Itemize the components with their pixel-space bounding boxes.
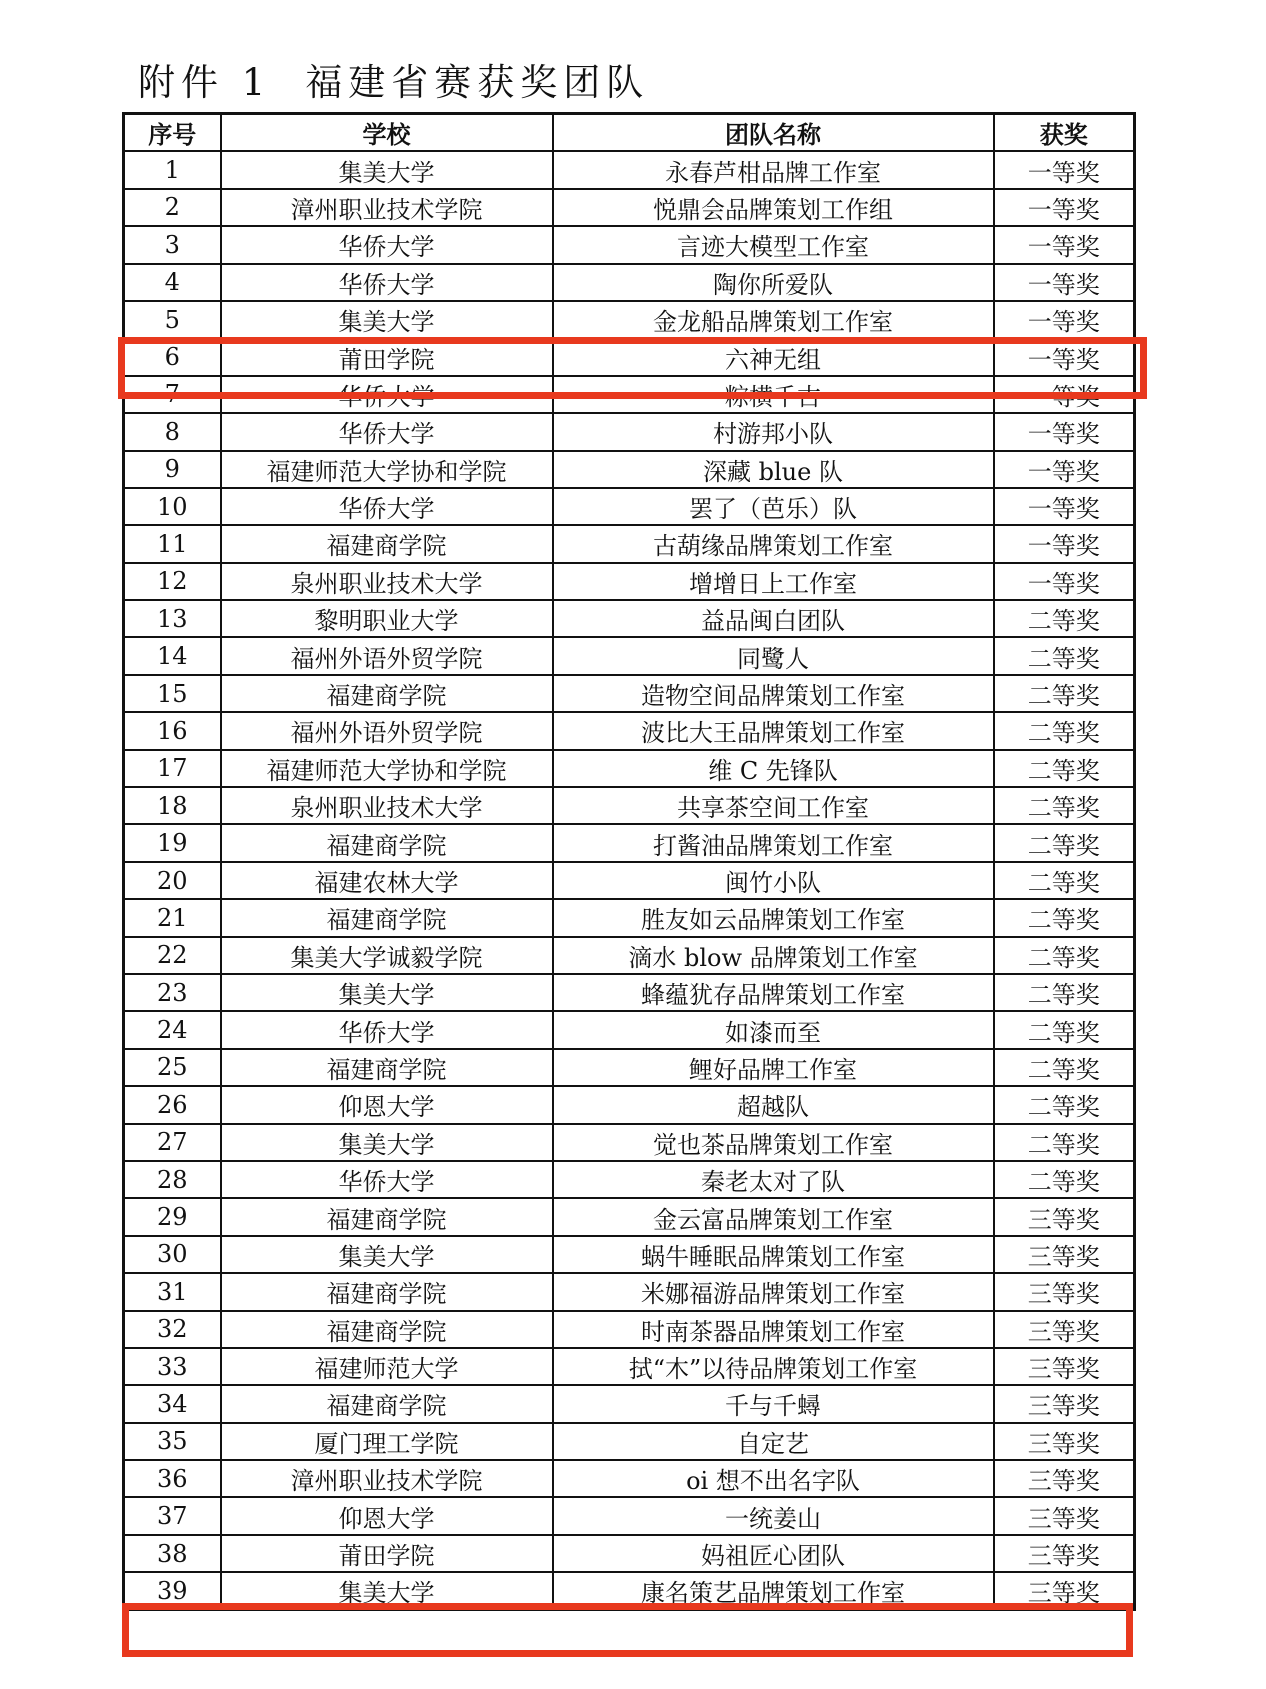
cell-team-name: 深藏 blue 队 [553, 451, 994, 488]
cell-award: 二等奖 [994, 600, 1135, 637]
cell-index: 30 [124, 1236, 221, 1273]
cell-team-name: 超越队 [553, 1086, 994, 1123]
table-row [124, 338, 1135, 375]
table-row [124, 1385, 1135, 1422]
cell-index: 9 [124, 451, 221, 488]
cell-index: 38 [124, 1535, 221, 1572]
title-text: 福建省赛获奖团队 [305, 61, 650, 104]
cell-team-name: 维 C 先锋队 [553, 750, 994, 787]
cell-index: 33 [124, 1348, 221, 1385]
table-row [124, 1049, 1135, 1086]
cell-team-name: 悦鼎会品牌策划工作组 [553, 189, 994, 226]
cell-award: 二等奖 [994, 1086, 1135, 1123]
cell-award: 一等奖 [994, 488, 1135, 525]
cell-school: 集美大学 [221, 1124, 553, 1161]
cell-index: 6 [124, 338, 221, 375]
cell-award: 二等奖 [994, 1124, 1135, 1161]
table-row [124, 862, 1135, 899]
cell-team-name: 胜友如云品牌策划工作室 [553, 899, 994, 936]
cell-award: 二等奖 [994, 1049, 1135, 1086]
cell-team-name: 滴水 blow 品牌策划工作室 [553, 937, 994, 974]
cell-award: 三等奖 [994, 1198, 1135, 1235]
cell-index: 7 [124, 376, 221, 413]
awards-table [122, 112, 1136, 1611]
table-row [124, 675, 1135, 712]
cell-team-name: 秦老太对了队 [553, 1161, 994, 1198]
table-row [124, 937, 1135, 974]
table-row [124, 376, 1135, 413]
table-row [124, 413, 1135, 450]
table-row [124, 1572, 1135, 1609]
cell-team-name: 村游邦小队 [553, 413, 994, 450]
table-row [124, 563, 1135, 600]
table-row [124, 1161, 1135, 1198]
cell-team-name: 造物空间品牌策划工作室 [553, 675, 994, 712]
cell-team-name: 时南茶器品牌策划工作室 [553, 1311, 994, 1348]
cell-school: 福建商学院 [221, 1273, 553, 1310]
cell-team-name: 六神无组 [553, 338, 994, 375]
cell-award: 二等奖 [994, 712, 1135, 749]
cell-award: 二等奖 [994, 1161, 1135, 1198]
cell-index: 21 [124, 899, 221, 936]
cell-school: 厦门理工学院 [221, 1423, 553, 1460]
cell-team-name: 一统姜山 [553, 1497, 994, 1534]
cell-award: 三等奖 [994, 1273, 1135, 1310]
cell-team-name: oi 想不出名字队 [553, 1460, 994, 1497]
table-row [124, 1460, 1135, 1497]
table-row [124, 488, 1135, 525]
cell-school: 莆田学院 [221, 1535, 553, 1572]
table-row [124, 824, 1135, 861]
cell-award: 三等奖 [994, 1572, 1135, 1609]
cell-school: 福建商学院 [221, 1049, 553, 1086]
table-row [124, 637, 1135, 674]
cell-index: 16 [124, 712, 221, 749]
cell-school: 福建师范大学协和学院 [221, 750, 553, 787]
cell-school: 集美大学 [221, 1572, 553, 1609]
table-row [124, 264, 1135, 301]
cell-index: 39 [124, 1572, 221, 1609]
cell-award: 三等奖 [994, 1348, 1135, 1385]
cell-team-name: 增增日上工作室 [553, 563, 994, 600]
cell-school: 福建商学院 [221, 1198, 553, 1235]
cell-school: 福建商学院 [221, 824, 553, 861]
cell-award: 一等奖 [994, 189, 1135, 226]
cell-school: 福建师范大学 [221, 1348, 553, 1385]
cell-school: 华侨大学 [221, 488, 553, 525]
cell-team-name: 拭“木”以待品牌策划工作室 [553, 1348, 994, 1385]
cell-team-name: 古葫缘品牌策划工作室 [553, 525, 994, 562]
table-row [124, 1011, 1135, 1048]
cell-award: 一等奖 [994, 525, 1135, 562]
cell-award: 一等奖 [994, 301, 1135, 338]
cell-team-name: 觉也茶品牌策划工作室 [553, 1124, 994, 1161]
cell-school: 福建商学院 [221, 1311, 553, 1348]
cell-team-name: 蜂蕴犹存品牌策划工作室 [553, 974, 994, 1011]
cell-award: 一等奖 [994, 338, 1135, 375]
cell-award: 二等奖 [994, 824, 1135, 861]
cell-team-name: 鲤好品牌工作室 [553, 1049, 994, 1086]
cell-award: 一等奖 [994, 226, 1135, 263]
cell-index: 34 [124, 1385, 221, 1422]
table-body [124, 151, 1135, 1609]
cell-school: 集美大学 [221, 151, 553, 188]
header-team-name: 团队名称 [553, 114, 994, 152]
cell-index: 23 [124, 974, 221, 1011]
cell-team-name: 同鹭人 [553, 637, 994, 674]
cell-index: 18 [124, 787, 221, 824]
cell-team-name: 如漆而至 [553, 1011, 994, 1048]
cell-school: 福州外语外贸学院 [221, 712, 553, 749]
cell-award: 二等奖 [994, 974, 1135, 1011]
cell-school: 漳州职业技术学院 [221, 189, 553, 226]
cell-team-name: 金云富品牌策划工作室 [553, 1198, 994, 1235]
table-row [124, 974, 1135, 1011]
cell-school: 莆田学院 [221, 338, 553, 375]
table-row [124, 1535, 1135, 1572]
table-row [124, 712, 1135, 749]
cell-school: 集美大学 [221, 301, 553, 338]
cell-index: 1 [124, 151, 221, 188]
cell-school: 仰恩大学 [221, 1086, 553, 1123]
header-award: 获奖 [994, 114, 1135, 152]
cell-index: 10 [124, 488, 221, 525]
cell-index: 4 [124, 264, 221, 301]
cell-index: 28 [124, 1161, 221, 1198]
cell-award: 三等奖 [994, 1311, 1135, 1348]
cell-index: 15 [124, 675, 221, 712]
cell-team-name: 言迹大模型工作室 [553, 226, 994, 263]
cell-school: 仰恩大学 [221, 1497, 553, 1534]
cell-index: 31 [124, 1273, 221, 1310]
cell-award: 一等奖 [994, 264, 1135, 301]
cell-team-name: 益品闽白团队 [553, 600, 994, 637]
cell-award: 一等奖 [994, 413, 1135, 450]
cell-school: 华侨大学 [221, 1011, 553, 1048]
cell-team-name: 波比大王品牌策划工作室 [553, 712, 994, 749]
cell-school: 福建商学院 [221, 675, 553, 712]
cell-index: 11 [124, 525, 221, 562]
cell-school: 福建商学院 [221, 1385, 553, 1422]
cell-school: 福建师范大学协和学院 [221, 451, 553, 488]
cell-school: 黎明职业大学 [221, 600, 553, 637]
cell-school: 集美大学 [221, 1236, 553, 1273]
cell-team-name: 蜗牛睡眠品牌策划工作室 [553, 1236, 994, 1273]
cell-school: 泉州职业技术大学 [221, 787, 553, 824]
table-row [124, 600, 1135, 637]
cell-team-name: 共享茶空间工作室 [553, 787, 994, 824]
table-row [124, 226, 1135, 263]
cell-school: 漳州职业技术学院 [221, 1460, 553, 1497]
cell-team-name: 自定艺 [553, 1423, 994, 1460]
cell-award: 一等奖 [994, 451, 1135, 488]
cell-school: 集美大学 [221, 974, 553, 1011]
cell-index: 27 [124, 1124, 221, 1161]
cell-index: 2 [124, 189, 221, 226]
cell-award: 三等奖 [994, 1460, 1135, 1497]
cell-school: 福建商学院 [221, 525, 553, 562]
cell-index: 12 [124, 563, 221, 600]
table-row [124, 1311, 1135, 1348]
cell-team-name: 康名策艺品牌策划工作室 [553, 1572, 994, 1609]
cell-award: 二等奖 [994, 1011, 1135, 1048]
cell-index: 13 [124, 600, 221, 637]
header-index: 序号 [124, 114, 221, 152]
cell-team-name: 闽竹小队 [553, 862, 994, 899]
cell-award: 二等奖 [994, 675, 1135, 712]
cell-index: 8 [124, 413, 221, 450]
cell-award: 一等奖 [994, 376, 1135, 413]
cell-index: 26 [124, 1086, 221, 1123]
table-row [124, 301, 1135, 338]
cell-index: 5 [124, 301, 221, 338]
cell-index: 20 [124, 862, 221, 899]
highlight-box-row-38 [122, 1603, 1133, 1657]
table-row [124, 787, 1135, 824]
cell-index: 32 [124, 1311, 221, 1348]
table-row [124, 151, 1135, 188]
cell-school: 福建农林大学 [221, 862, 553, 899]
cell-index: 19 [124, 824, 221, 861]
cell-team-name: 千与千蟳 [553, 1385, 994, 1422]
cell-team-name: 陶你所爱队 [553, 264, 994, 301]
cell-school: 华侨大学 [221, 376, 553, 413]
cell-team-name: 永春芦柑品牌工作室 [553, 151, 994, 188]
cell-index: 36 [124, 1460, 221, 1497]
table-row [124, 1124, 1135, 1161]
cell-team-name: 打酱油品牌策划工作室 [553, 824, 994, 861]
table-row [124, 1236, 1135, 1273]
cell-award: 三等奖 [994, 1423, 1135, 1460]
cell-index: 14 [124, 637, 221, 674]
cell-school: 华侨大学 [221, 226, 553, 263]
table-row [124, 1348, 1135, 1385]
cell-index: 3 [124, 226, 221, 263]
cell-index: 22 [124, 937, 221, 974]
cell-award: 二等奖 [994, 787, 1135, 824]
cell-team-name: 罢了（芭乐）队 [553, 488, 994, 525]
cell-award: 二等奖 [994, 862, 1135, 899]
cell-school: 福建商学院 [221, 899, 553, 936]
cell-school: 华侨大学 [221, 1161, 553, 1198]
cell-award: 三等奖 [994, 1497, 1135, 1534]
table-row [124, 1198, 1135, 1235]
cell-award: 二等奖 [994, 937, 1135, 974]
cell-team-name: 金龙船品牌策划工作室 [553, 301, 994, 338]
table-row [124, 1423, 1135, 1460]
document-title [138, 52, 683, 106]
table-row [124, 750, 1135, 787]
cell-index: 24 [124, 1011, 221, 1048]
cell-award: 二等奖 [994, 899, 1135, 936]
cell-award: 二等奖 [994, 750, 1135, 787]
cell-award: 三等奖 [994, 1236, 1135, 1273]
header-school: 学校 [221, 114, 553, 152]
cell-award: 一等奖 [994, 563, 1135, 600]
cell-team-name: 妈祖匠心团队 [553, 1535, 994, 1572]
table-row [124, 451, 1135, 488]
cell-school: 泉州职业技术大学 [221, 563, 553, 600]
table-row [124, 1086, 1135, 1123]
cell-index: 29 [124, 1198, 221, 1235]
cell-school: 福州外语外贸学院 [221, 637, 553, 674]
table-row [124, 1273, 1135, 1310]
table-row [124, 1497, 1135, 1534]
attachment-label: 附件 1 [138, 61, 272, 104]
cell-school: 华侨大学 [221, 264, 553, 301]
cell-index: 25 [124, 1049, 221, 1086]
cell-index: 35 [124, 1423, 221, 1460]
cell-award: 三等奖 [994, 1385, 1135, 1422]
cell-school: 华侨大学 [221, 413, 553, 450]
cell-index: 37 [124, 1497, 221, 1534]
cell-team-name: 粽横千古 [553, 376, 994, 413]
cell-index: 17 [124, 750, 221, 787]
cell-award: 二等奖 [994, 637, 1135, 674]
table-row [124, 899, 1135, 936]
cell-team-name: 米娜福游品牌策划工作室 [553, 1273, 994, 1310]
table-header-row [124, 114, 1135, 152]
table-row [124, 189, 1135, 226]
cell-award: 一等奖 [994, 151, 1135, 188]
table-row [124, 525, 1135, 562]
cell-award: 三等奖 [994, 1535, 1135, 1572]
cell-school: 集美大学诚毅学院 [221, 937, 553, 974]
